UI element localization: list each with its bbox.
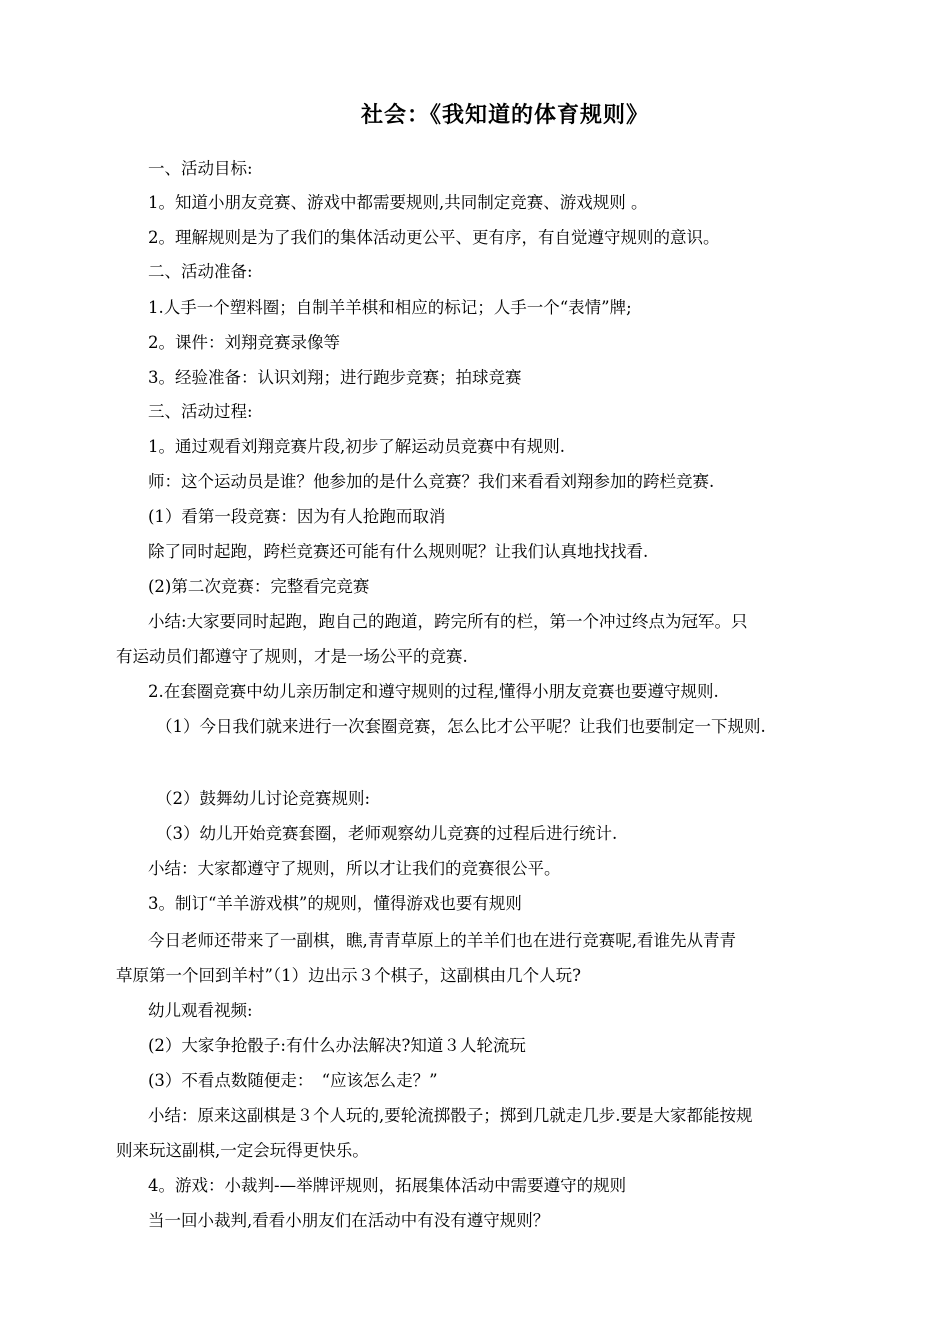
paragraph-line: 2。理解规则是为了我们的集体活动更公平、更有序，有自觉遵守规则的意识。 — [148, 228, 720, 247]
paragraph-line: 1。通过观看刘翔竞赛片段,初步了解运动员竞赛中有规则. — [148, 437, 565, 456]
paragraph-line: 小结：原来这副棋是３个人玩的,要轮流掷骰子；掷到几就走几步.要是大家都能按规 — [148, 1106, 753, 1125]
section-heading-preparation: 二、活动准备: — [148, 262, 253, 281]
paragraph-line: 有运动员们都遵守了规则，才是一场公平的竞赛. — [116, 647, 468, 666]
paragraph-line: (3）不看点数随便走： “应该怎么走？” — [148, 1071, 438, 1090]
paragraph-line: 2.在套圈竞赛中幼儿亲历制定和遵守规则的过程,懂得小朋友竞赛也要遵守规则. — [148, 682, 719, 701]
paragraph-line: 当一回小裁判,看看小朋友们在活动中有没有遵守规则？ — [148, 1211, 550, 1230]
paragraph-line: (2）大家争抢骰子:有什么办法解决?知道３人轮流玩 — [148, 1036, 526, 1055]
paragraph-line: 4。游戏：小裁判-—举牌评规则，拓展集体活动中需要遵守的规则 — [148, 1176, 627, 1195]
paragraph-line: (2)第二次竞赛：完整看完竞赛 — [148, 577, 370, 596]
paragraph-line: 除了同时起跑，跨栏竞赛还可能有什么规则呢？让我们认真地找找看. — [148, 542, 649, 561]
paragraph-line: 则来玩这副棋,一定会玩得更快乐。 — [116, 1141, 369, 1160]
paragraph-line: (1）看第一段竞赛：因为有人抢跑而取消 — [148, 507, 446, 526]
section-heading-process: 三、活动过程: — [148, 402, 253, 421]
paragraph-line: 2。课件：刘翔竞赛录像等 — [148, 333, 340, 352]
paragraph-line: 师：这个运动员是谁？他参加的是什么竞赛？我们来看看刘翔参加的跨栏竞赛. — [148, 472, 715, 491]
paragraph-line: （1）今日我们就来进行一次套圈竞赛，怎么比才公平呢？让我们也要制定一下规则. — [156, 717, 766, 736]
paragraph-line: （2）鼓舞幼儿讨论竞赛规则: — [156, 789, 371, 808]
paragraph-line: 今日老师还带来了一副棋，瞧,青青草原上的羊羊们也在进行竞赛呢,看谁先从青青 — [148, 931, 736, 950]
paragraph-line: 1.人手一个塑料圈；自制羊羊棋和相应的标记；人手一个“表情”牌; — [148, 298, 632, 317]
paragraph-line: 小结：大家都遵守了规则，所以才让我们的竞赛很公平。 — [148, 859, 561, 878]
paragraph-line: 幼儿观看视频: — [148, 1001, 253, 1020]
paragraph-line: 3。经验准备：认识刘翔；进行跑步竞赛；拍球竞赛 — [148, 368, 522, 387]
paragraph-line: 小结:大家要同时起跑，跑自己的跑道，跨完所有的栏，第一个冲过终点为冠军。只 — [148, 612, 748, 631]
paragraph-line: 1。知道小朋友竞赛、游戏中都需要规则,共同制定竞赛、游戏规则 。 — [148, 193, 648, 212]
paragraph-line: 草原第一个回到羊村”（1）边出示３个棋子，这副棋由几个人玩? — [116, 966, 582, 985]
paragraph-line: 3。制订“羊羊游戏棋”的规则，懂得游戏也要有规则 — [148, 894, 522, 913]
document-title: 社会：《我知道的体育规则》 — [360, 103, 649, 128]
paragraph-line: （3）幼儿开始竞赛套圈，老师观察幼儿竞赛的过程后进行统计. — [156, 824, 618, 843]
section-heading-goals: 一、活动目标: — [148, 159, 253, 178]
